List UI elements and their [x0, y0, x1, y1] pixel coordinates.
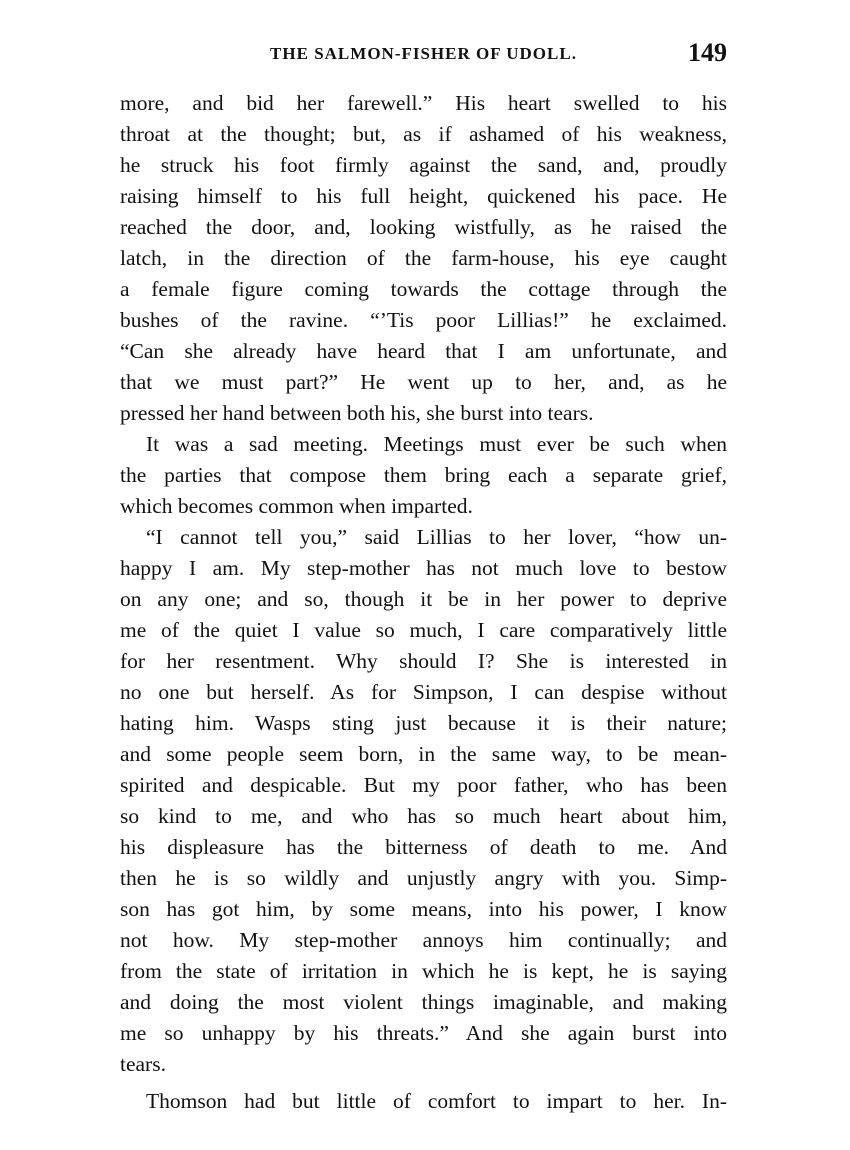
text-line: and doing the most violent things imaginable, and making: [120, 990, 727, 1014]
text-line: on any one; and so, though it be in her power to deprive: [120, 587, 727, 611]
text-line: the parties that compose them bring each a separate grief,: [120, 463, 727, 487]
text-line: throat at the thought; but, as if ashamed of his weakness,: [120, 122, 727, 146]
text-line: reached the door, and, looking wistfully, as he raised the: [120, 215, 727, 239]
text-line: latch, in the direction of the farm-house, his eye caught: [120, 246, 727, 270]
text-line: no one but herself. As for Simpson, I can despise without: [120, 680, 727, 704]
text-line: and some people seem born, in the same way, to be mean-: [120, 742, 727, 766]
text-line: tears.: [120, 1052, 166, 1076]
text-line: bushes of the ravine. “’Tis poor Lillias!” he exclaimed.: [120, 308, 727, 332]
text-line: not how. My step-mother annoys him continually; and: [120, 928, 727, 952]
text-line: raising himself to his full height, quickened his pace. He: [120, 184, 727, 208]
text-line: for her resentment. Why should I? She is interested in: [120, 649, 727, 673]
paragraph-start-line: “I cannot tell you,” said Lillias to her lover, “how un-: [146, 525, 727, 549]
text-line: me so unhappy by his threats.” And she again burst into: [120, 1021, 727, 1045]
text-line: then he is so wildly and unjustly angry with you. Simp-: [120, 866, 727, 890]
text-line: happy I am. My step-mother has not much love to bestow: [120, 556, 727, 580]
text-line: spirited and despicable. But my poor father, who has been: [120, 773, 727, 797]
text-line: a female figure coming towards the cottage through the: [120, 277, 727, 301]
body-text: [120, 88, 727, 1117]
running-header: [120, 38, 727, 74]
text-line: from the state of irritation in which he is kept, he is saying: [120, 959, 727, 983]
text-line: that we must part?” He went up to her, and, as he: [120, 370, 727, 394]
text-line: son has got him, by some means, into his power, I know: [120, 897, 727, 921]
paragraph-start-line: Thomson had but little of comfort to impart to her. In-: [146, 1089, 727, 1113]
text-line: me of the quiet I value so much, I care comparatively little: [120, 618, 727, 642]
text-line: so kind to me, and who has so much heart about him,: [120, 804, 727, 828]
page-number: 149: [688, 38, 727, 67]
text-line: pressed her hand between both his, she burst into tears.: [120, 401, 594, 425]
text-line: he struck his foot firmly against the sand, and, proudly: [120, 153, 727, 177]
text-line: hating him. Wasps sting just because it is their nature;: [120, 711, 727, 735]
text-line: his displeasure has the bitterness of death to me. And: [120, 835, 727, 859]
text-line: which becomes common when imparted.: [120, 494, 473, 518]
paragraph-start-line: It was a sad meeting. Meetings must ever be such when: [146, 432, 727, 456]
running-title: THE SALMON-FISHER OF UDOLL.: [270, 44, 577, 63]
text-line: “Can she already have heard that I am unfortunate, and: [120, 339, 727, 363]
text-line: more, and bid her farewell.” His heart swelled to his: [120, 91, 727, 115]
